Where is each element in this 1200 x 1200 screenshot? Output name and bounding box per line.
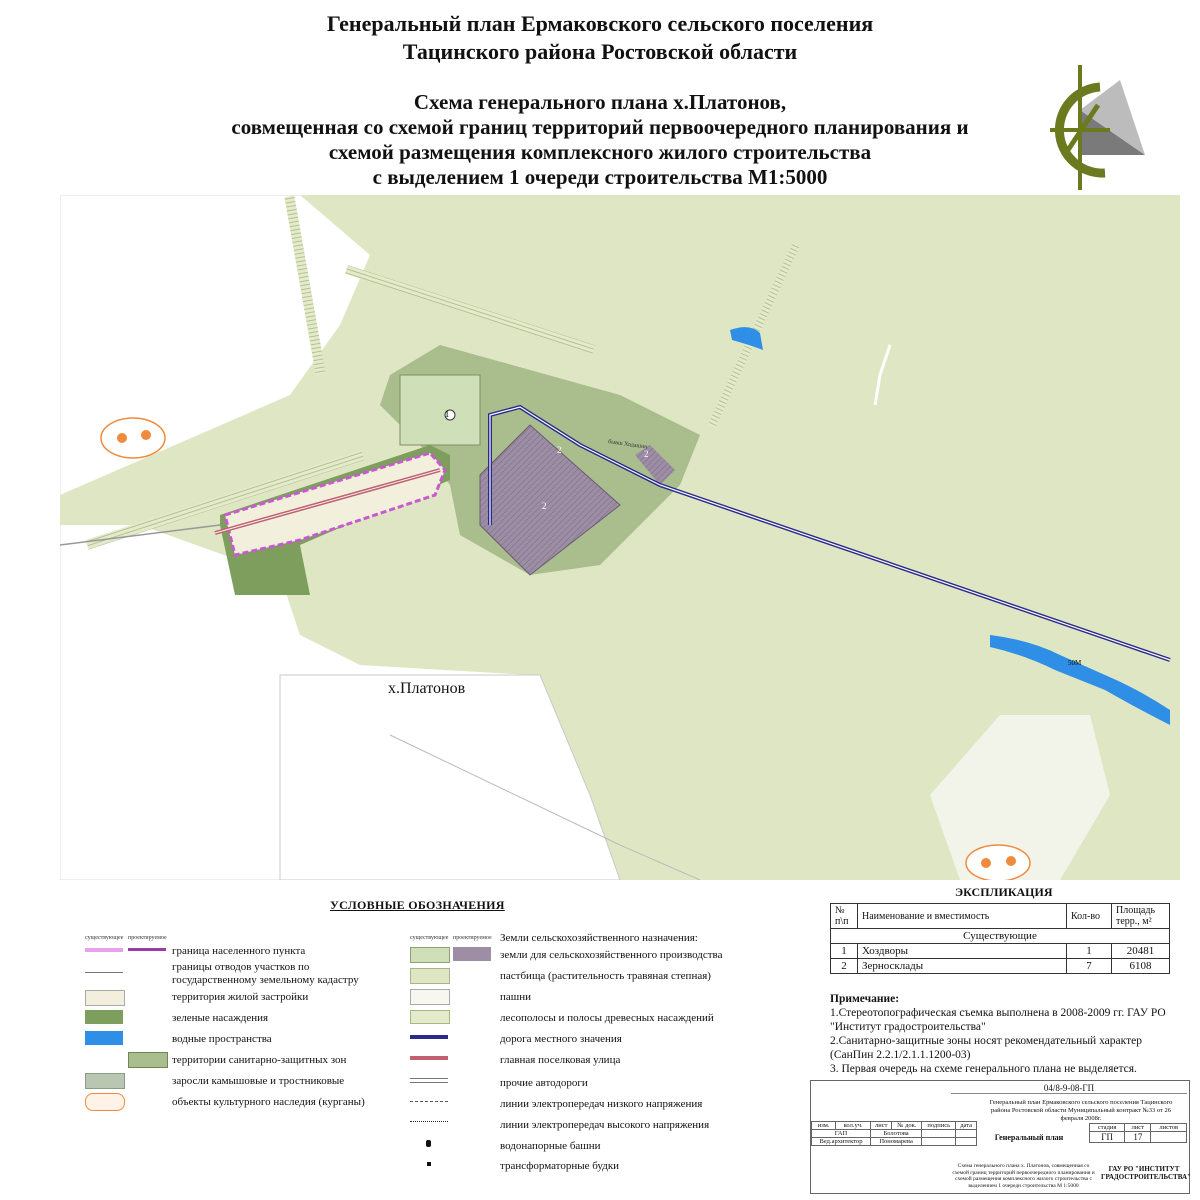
table-row: 1 Хоздворы 1 20481 [831,944,1170,959]
legend-label: трансформаторные будки [500,1160,620,1172]
expl-section: Существующие [831,929,1170,944]
legend-label: пастбища (растительность травяная степная) [500,970,711,982]
legend-swatch-forest [410,1010,450,1024]
farm-label: бывш Ходашин [607,439,648,451]
legend-label: дорога местного значения [500,1033,622,1045]
legend-swatch-boundary-planned [128,948,166,951]
stamp-signatures: изм. кол.уч. лист № док. подпись дата ГАП Болотова Вед.архитектор Пономарева [811,1121,977,1146]
transformer-icon [427,1162,431,1166]
legend-swatch-cadastre [85,972,123,973]
legend-label: линии электропередач низкого напряжения [500,1098,703,1110]
drawing-description: Схема генерального плана х. Платонов, совмещенная со схемой границ территорий первоочередного планирования и схемой размещения комплексного жилого строительства с выделением 1 очереди строительства М 1:5000 [952,1163,1095,1189]
legend-label: объекты культурного наследия (курганы) [172,1096,365,1108]
expl-head: № п\п [831,904,858,929]
legend-right-header: Земли сельскохозяйственного назначения: [500,932,698,944]
drawing-code: 04/8-9-08-ГП [951,1083,1187,1094]
legend-label: заросли камышовые и тростниковые [172,1075,345,1087]
expl-head: Площадь терр., м² [1112,904,1170,929]
expl-head: Кол-во [1067,904,1112,929]
settlement-map[interactable] [60,195,1180,880]
legend-title: УСЛОВНЫЕ ОБОЗНАЧЕНИЯ [330,898,505,912]
legend-planned-head: проектируемое [128,935,167,941]
zone-label: 2 [644,449,649,459]
legend-label: территории санитарно-защитных зон [172,1054,347,1066]
plan-title-line1: Генеральный план Ермаковского сельского поселения [326,11,874,36]
legend-swatch-pasture [410,968,450,984]
legend-label: территория жилой застройки [172,991,309,1003]
zone-label: 2 [542,501,547,511]
legend-swatch-local-road [410,1035,448,1039]
notes-title: Примечание: [830,993,900,1005]
heritage-kurgan [101,418,165,458]
legend-label: прочие автодороги [500,1077,588,1089]
legend-swatch-water [85,1031,123,1045]
scheme-title-line3: схемой размещения комплексного жилого строительства [328,140,872,164]
project-name: Генеральный план Ермаковского сельского поселения Тацинского района Ростовской области Муниципальный контракт №33 от 26 февраля 2008г. [989,1099,1173,1122]
legend-swatch-main-street [410,1056,448,1060]
legend-swatch-arable [410,989,450,1005]
legend-swatch-power-high [410,1121,448,1122]
legend-label: пашни [500,991,532,1003]
explication-title: ЭКСПЛИКАЦИЯ [955,885,1053,899]
legend-swatch-sanitary [128,1052,168,1068]
legend-swatch-kurgans [85,1093,125,1111]
water-tower-icon [426,1140,431,1147]
scheme-title-line2: совмещенная со схемой границ территорий первоочередного планирования и [231,115,969,139]
farm-yard [400,375,480,445]
legend-label: лесополосы и полосы древесных насаждений [500,1012,714,1024]
legend-swatch-housing [85,990,125,1006]
sheet-title: Генеральный план [994,1133,1064,1142]
legend-swatch-agro-planned [453,947,491,961]
scheme-title-line1: Схема генерального плана х.Платонов, [413,90,787,114]
legend-label: водонапорные башни [500,1140,601,1152]
institute-logo-icon [1010,55,1160,195]
organization: ГАУ РО "ИНСТИТУТ ГРАДОСТРОИТЕЛЬСТВА" [1101,1165,1191,1181]
table-row: 2 Зерносклады 7 6108 [831,959,1170,974]
legend-label: линии электропередач высокого напряжения [500,1119,710,1131]
road-label: 50М [1068,659,1082,667]
legend-label: границы отводов участков по государственному земельному кадастру [172,961,359,986]
plan-title-line2: Тацинского района Ростовской области [402,39,798,64]
legend-label: зеленые насаждения [172,1012,269,1024]
note-item: 1.Стереотопографическая съемка выполнена в 2008-2009 гг. ГАУ РО "Институт градостроительства" [830,1007,1166,1033]
note-item: 3. Первая очередь на схеме генерального плана не выделяется. [830,1063,1137,1075]
legend-swatch-other-roads [410,1078,448,1083]
legend-swatch-boundary [85,948,123,952]
legend-existing-head: существующее [410,935,449,941]
legend-label: земли для сельскохозяйственного производства [500,949,723,961]
legend-swatch-greenery [85,1010,123,1024]
legend-swatch-power-low [410,1101,448,1102]
legend-planned-head: проектируемое [453,935,492,941]
title-block [810,1080,1190,1194]
legend-swatch-reeds [85,1073,125,1089]
legend-swatch-agro [410,947,450,963]
legend-label: главная поселковая улица [500,1054,621,1066]
legend-label: граница населенного пункта [172,945,306,957]
settlement-label: х.Платонов [388,680,466,697]
zone-label: 2 [557,445,562,455]
legend-existing-head: существующее [85,935,124,941]
legend-label: водные пространства [172,1033,272,1045]
zone-label: 1 [444,409,450,419]
note-item: 2.Санитарно-защитные зоны носят рекомендательный характер (СанПин 2.2.1/2.1.1.1200-03) [830,1035,1142,1061]
explication-table [830,903,1170,974]
stamp-sheet-info: стадия лист листов ГП 17 [1089,1123,1187,1143]
scheme-title-line4: с выделением 1 очереди строительства М1:5000 [372,165,828,189]
expl-head: Наименование и вместимость [858,904,1067,929]
